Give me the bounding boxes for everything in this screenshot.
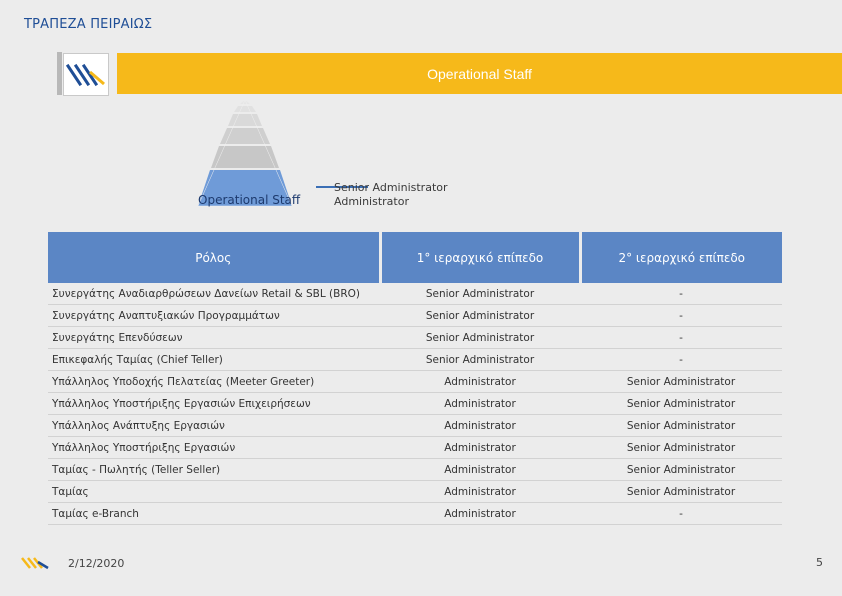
role-cell: Συνεργάτης Επενδύσεων: [48, 327, 380, 349]
level-2-cell: -: [580, 349, 782, 371]
table-row: [48, 415, 782, 437]
level-1-cell: Administrator: [380, 503, 580, 525]
level-1-cell: Administrator: [380, 481, 580, 503]
role-cell: Ταμίας e-Branch: [48, 503, 380, 525]
page-title: Operational Staff: [427, 66, 532, 82]
level-1-cell: Administrator: [380, 371, 580, 393]
pyramid-level-4: [211, 146, 279, 168]
legend-line-1: Senior Administrator: [334, 181, 448, 194]
level-2-cell: Senior Administrator: [580, 415, 782, 437]
table-row: [48, 283, 782, 305]
level-1-cell: Administrator: [380, 437, 580, 459]
bank-logo-icon: [64, 54, 108, 95]
role-cell: Επικεφαλής Ταμίας (Chief Teller): [48, 349, 380, 371]
role-cell: Υπάλληλος Ανάπτυξης Εργασιών: [48, 415, 380, 437]
role-cell: Ταμίας - Πωλητής (Teller Seller): [48, 459, 380, 481]
level-2-cell: -: [580, 503, 782, 525]
level-2-cell: Senior Administrator: [580, 481, 782, 503]
level-1-cell: Administrator: [380, 393, 580, 415]
header-level-2: 2° ιεραρχικό επίπεδο: [580, 232, 782, 283]
table-row: [48, 371, 782, 393]
roles-table: [48, 232, 782, 525]
page-number: 5: [816, 556, 823, 569]
header-role: Ρόλος: [48, 232, 380, 283]
pyramid-level-1: [234, 106, 256, 112]
legend: [334, 181, 448, 209]
header-banner: [117, 53, 842, 94]
table-row: [48, 349, 782, 371]
table-row: [48, 393, 782, 415]
role-cell: Υπάλληλος Υποδοχής Πελατείας (Meeter Greeter): [48, 371, 380, 393]
legend-line-2: Administrator: [334, 195, 409, 208]
role-cell: Υπάλληλος Υποστήριξης Εργασιών: [48, 437, 380, 459]
level-2-cell: Senior Administrator: [580, 371, 782, 393]
level-1-cell: Administrator: [380, 459, 580, 481]
role-cell: Υπάλληλος Υποστήριξης Εργασιών Επιχειρήσεων: [48, 393, 380, 415]
table-row: [48, 305, 782, 327]
role-cell: Συνεργάτης Αναπτυξιακών Προγραμμάτων: [48, 305, 380, 327]
footer-logo-icon: [20, 552, 50, 574]
level-2-cell: Senior Administrator: [580, 437, 782, 459]
level-2-cell: Senior Administrator: [580, 459, 782, 481]
level-1-cell: Senior Administrator: [380, 305, 580, 327]
table-row: [48, 481, 782, 503]
level-2-cell: -: [580, 327, 782, 349]
level-1-cell: Senior Administrator: [380, 349, 580, 371]
level-2-cell: -: [580, 283, 782, 305]
header-level-1: 1° ιεραρχικό επίπεδο: [380, 232, 580, 283]
level-2-cell: -: [580, 305, 782, 327]
level-1-cell: Senior Administrator: [380, 327, 580, 349]
pyramid-label: Operational Staff: [198, 193, 301, 207]
pyramid-level-3: [220, 128, 270, 144]
level-1-cell: Senior Administrator: [380, 283, 580, 305]
footer-date: 2/12/2020: [68, 557, 125, 570]
table-row: [48, 503, 782, 525]
table-row: [48, 437, 782, 459]
table-header-row: [48, 232, 782, 283]
role-cell: Συνεργάτης Αναδιαρθρώσεων Δανείων Retail & SBL (BRO): [48, 283, 380, 305]
brand-name: ΤΡΑΠΕΖΑ ΠΕΙΡΑΙΩΣ: [24, 17, 153, 32]
logo-shadow: [57, 52, 62, 95]
role-cell: Ταμίας: [48, 481, 380, 503]
table-row: [48, 459, 782, 481]
pyramid-level-2: [228, 114, 262, 126]
level-2-cell: Senior Administrator: [580, 393, 782, 415]
bank-logo: [63, 53, 109, 96]
level-1-cell: Administrator: [380, 415, 580, 437]
table-row: [48, 327, 782, 349]
